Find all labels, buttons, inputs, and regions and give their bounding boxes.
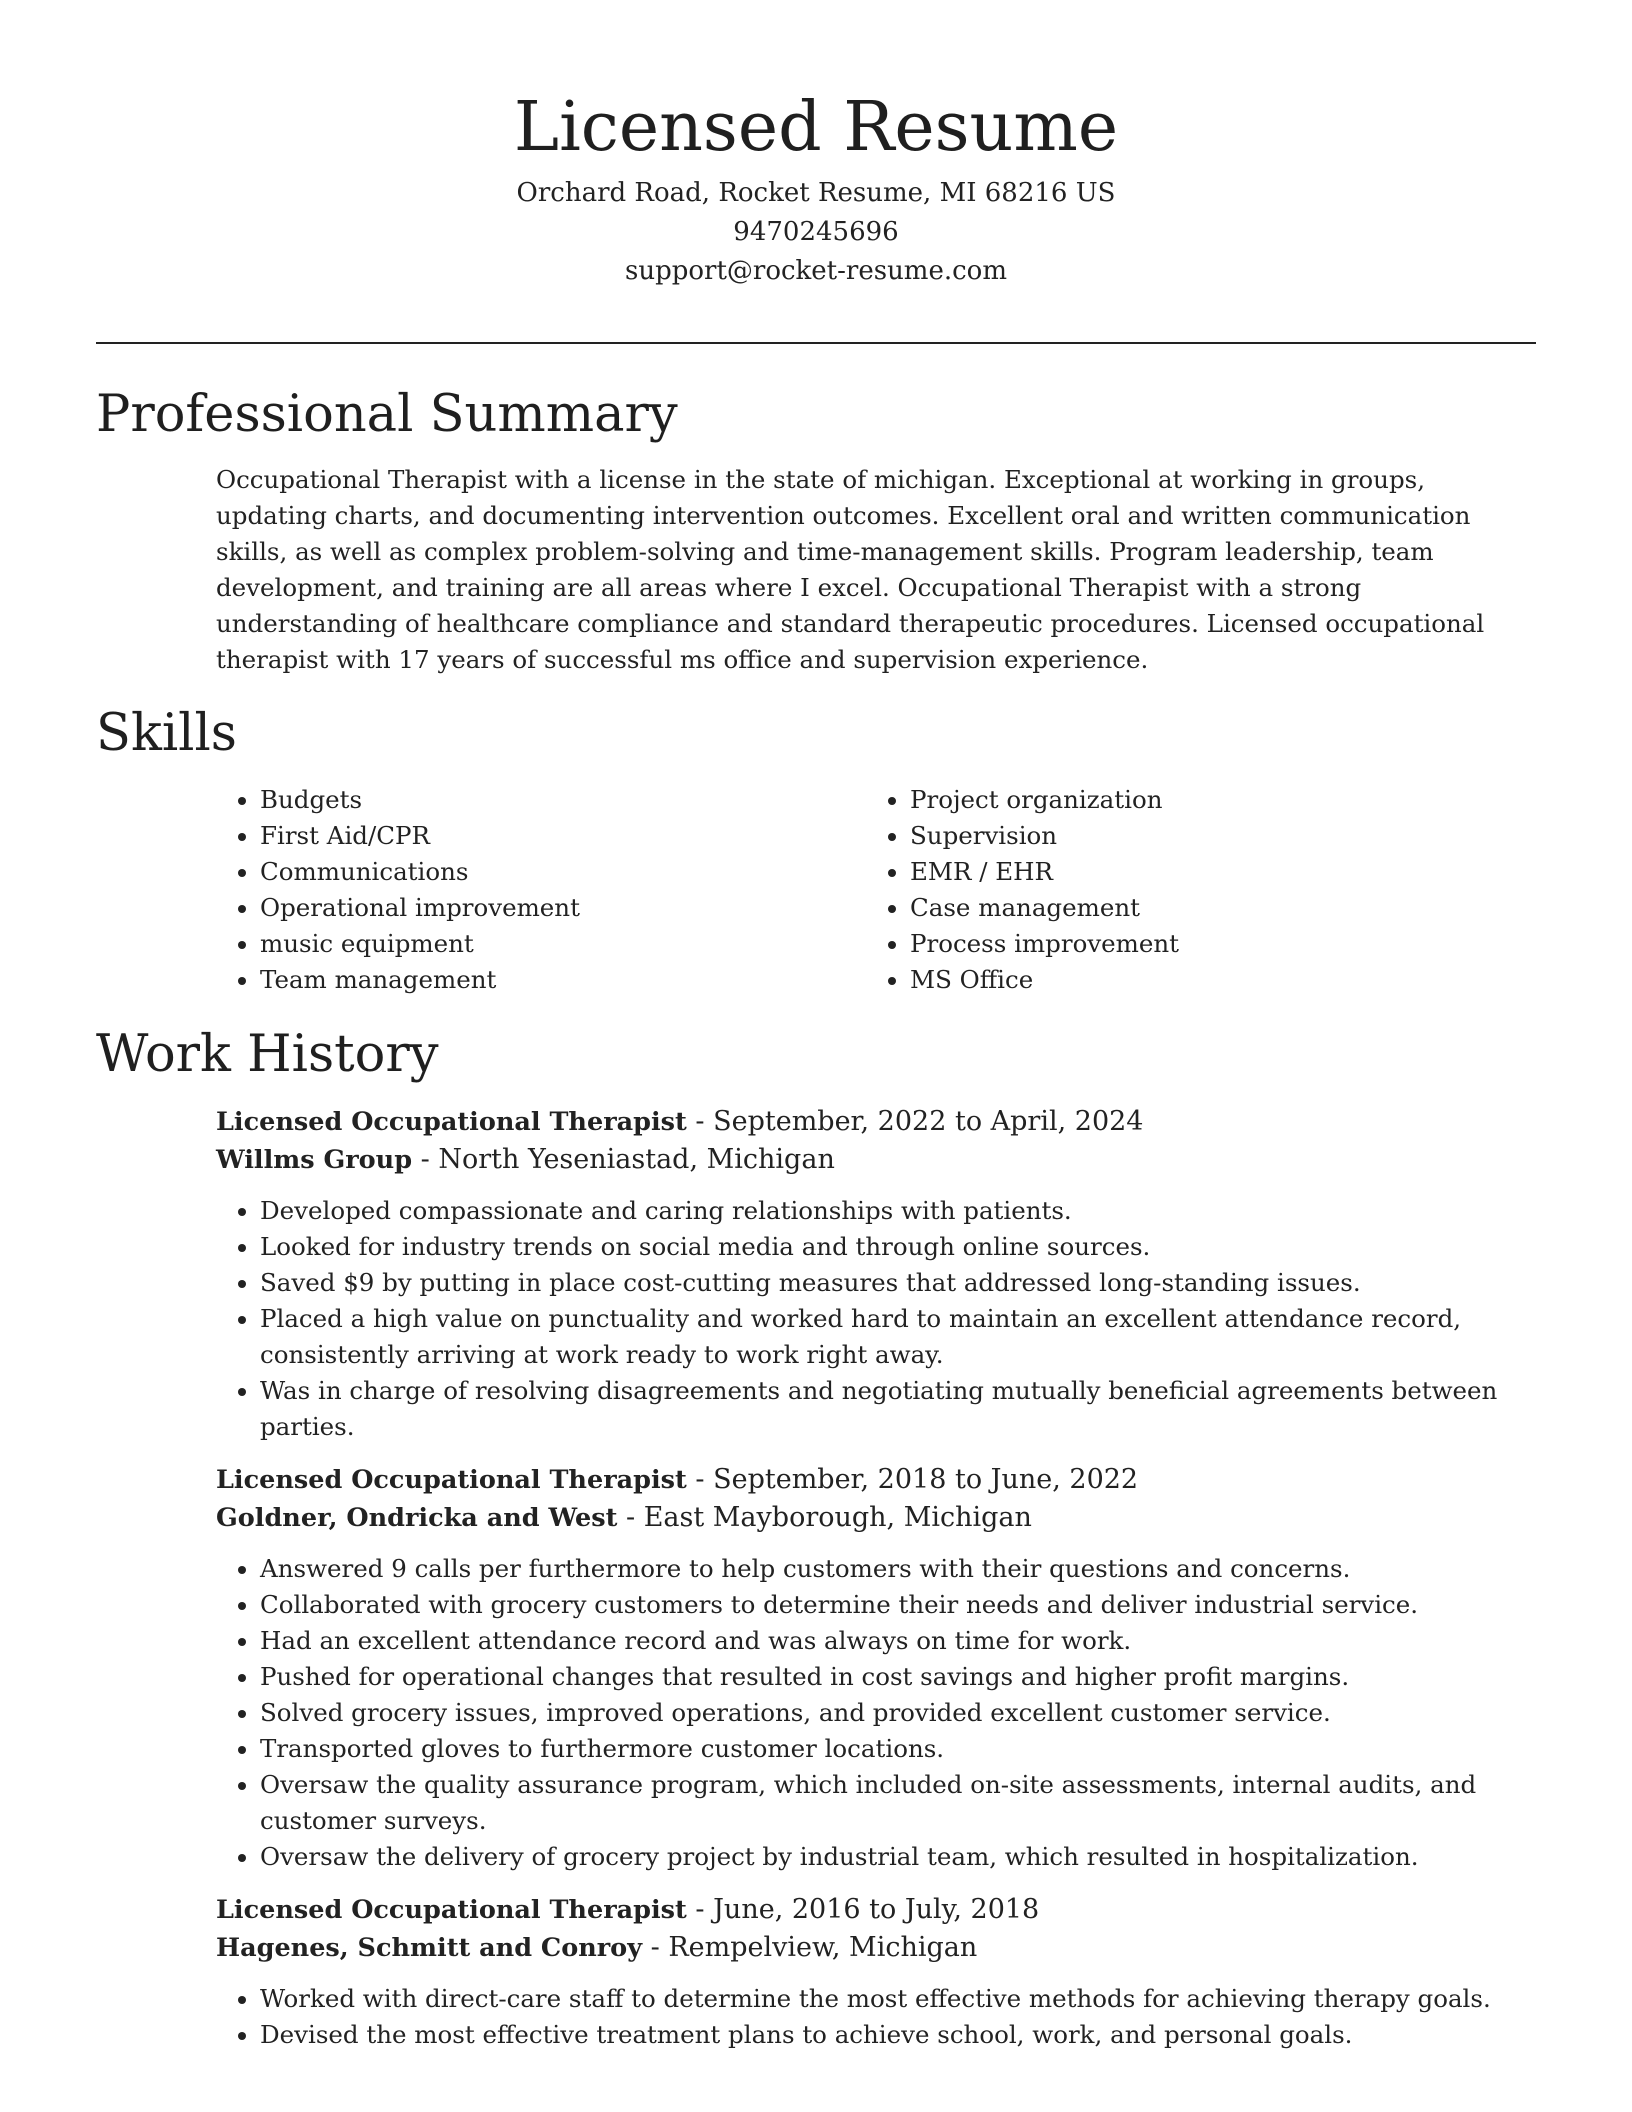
job-bullet: • Collaborated with grocery customers to determine their needs and deliver industrial service. (260, 1587, 1536, 1623)
job-title: Licensed Occupational Therapist (216, 1895, 687, 1925)
job-bullets (216, 1193, 1536, 1445)
resume-header (96, 82, 1536, 291)
summary-heading: Professional Summary (96, 385, 678, 444)
job-bullet: • Pushed for operational changes that resulted in cost savings and higher profit margins. (260, 1659, 1536, 1695)
job-entry (216, 1891, 1536, 2053)
job-bullet: • Worked with direct-care staff to determine the most effective methods for achieving therapy goals. (260, 1981, 1536, 2017)
job-dates: September, 2022 to April, 2024 (713, 1106, 1144, 1137)
job-bullets (216, 1981, 1536, 2053)
skill-item: • Communications (260, 854, 866, 890)
job-company-line: Goldner, Ondricka and West - East Mayborough, Michigan (216, 1502, 1032, 1533)
work-history (216, 1103, 1536, 2069)
job-company-line: Willms Group - North Yeseniastad, Michigan (216, 1144, 835, 1175)
job-bullet: • Had an excellent attendance record and was always on time for work. (260, 1623, 1536, 1659)
job-dates: September, 2018 to June, 2022 (713, 1464, 1139, 1495)
email: support@rocket-resume.com (624, 256, 1007, 286)
phone: 9470245696 (733, 217, 899, 247)
job-company-line: Hagenes, Schmitt and Conroy - Rempelview, Michigan (216, 1932, 978, 1963)
candidate-name: Licensed Resume (513, 88, 1119, 167)
job-bullet: • Devised the most effective treatment plans to achieve school, work, and personal goals. (260, 2017, 1536, 2053)
skill-item: • Operational improvement (260, 890, 866, 926)
skills-heading: Skills (96, 704, 237, 763)
job-bullet: • Solved grocery issues, improved operations, and provided excellent customer service. (260, 1695, 1536, 1731)
job-bullet: • Placed a high value on punctuality and worked hard to maintain an excellent attendance record, consistently arriving at work ready to work right away. (260, 1301, 1536, 1373)
job-bullet: • Saved $9 by putting in place cost-cutting measures that addressed long-standing issues. (260, 1265, 1536, 1301)
header-divider (96, 342, 1536, 344)
job-location: Rempelview, Michigan (668, 1932, 978, 1963)
job-bullet: • Developed compassionate and caring relationships with patients. (260, 1193, 1536, 1229)
work-history-heading: Work History (96, 1025, 439, 1084)
job-entry (216, 1461, 1536, 1875)
skill-item: • Supervision (910, 818, 1516, 854)
job-title-line: Licensed Occupational Therapist - September, 2018 to June, 2022 (216, 1464, 1139, 1495)
skill-item: • Budgets (260, 782, 866, 818)
skill-item: • music equipment (260, 926, 866, 962)
job-title-line: Licensed Occupational Therapist - June, 2016 to July, 2018 (216, 1894, 1040, 1925)
skill-item: • MS Office (910, 962, 1516, 998)
skills-column-left (216, 782, 866, 998)
job-title: Licensed Occupational Therapist (216, 1107, 687, 1137)
job-entry (216, 1103, 1536, 1445)
skill-item: • Case management (910, 890, 1516, 926)
job-bullet: • Oversaw the quality assurance program, which included on-site assessments, internal audits, and customer surveys. (260, 1767, 1536, 1839)
skill-item: • Team management (260, 962, 866, 998)
job-location: North Yeseniastad, Michigan (438, 1144, 835, 1175)
skill-item: • Process improvement (910, 926, 1516, 962)
skill-item: • First Aid/CPR (260, 818, 866, 854)
job-bullet: • Oversaw the delivery of grocery project by industrial team, which resulted in hospitalization. (260, 1839, 1536, 1875)
skills-list (216, 782, 1536, 998)
job-dates: June, 2016 to July, 2018 (713, 1894, 1040, 1925)
job-bullet: • Looked for industry trends on social media and through online sources. (260, 1229, 1536, 1265)
address: Orchard Road, Rocket Resume, MI 68216 US (516, 178, 1116, 208)
job-title: Licensed Occupational Therapist (216, 1465, 687, 1495)
skill-item: • Project organization (910, 782, 1516, 818)
skill-item: • EMR / EHR (910, 854, 1516, 890)
summary-text: Occupational Therapist with a license in the state of michigan. Exceptional at working in groups, updating charts, and documenting intervention outcomes. Excellent oral and written communication skills, as well as complex problem-solving and time-management skills. Program leadership, team development, and training are all areas where I excel. Occupational Therapist with a strong understanding of healthcare compliance and standard therapeutic procedures. Licensed occupational therapist with 17 years of successful ms office and supervision experience. (216, 465, 1485, 674)
job-company: Hagenes, Schmitt and Conroy (216, 1933, 643, 1963)
job-company: Goldner, Ondricka and West (216, 1503, 618, 1533)
job-bullets (216, 1551, 1536, 1875)
job-bullet: • Was in charge of resolving disagreements and negotiating mutually beneficial agreements between parties. (260, 1373, 1536, 1445)
job-bullet: • Transported gloves to furthermore customer locations. (260, 1731, 1536, 1767)
job-bullet: • Answered 9 calls per furthermore to help customers with their questions and concerns. (260, 1551, 1536, 1587)
skills-column-right (866, 782, 1516, 998)
job-title-line: Licensed Occupational Therapist - September, 2022 to April, 2024 (216, 1106, 1144, 1137)
job-company: Willms Group (216, 1145, 413, 1175)
job-location: East Mayborough, Michigan (643, 1502, 1032, 1533)
